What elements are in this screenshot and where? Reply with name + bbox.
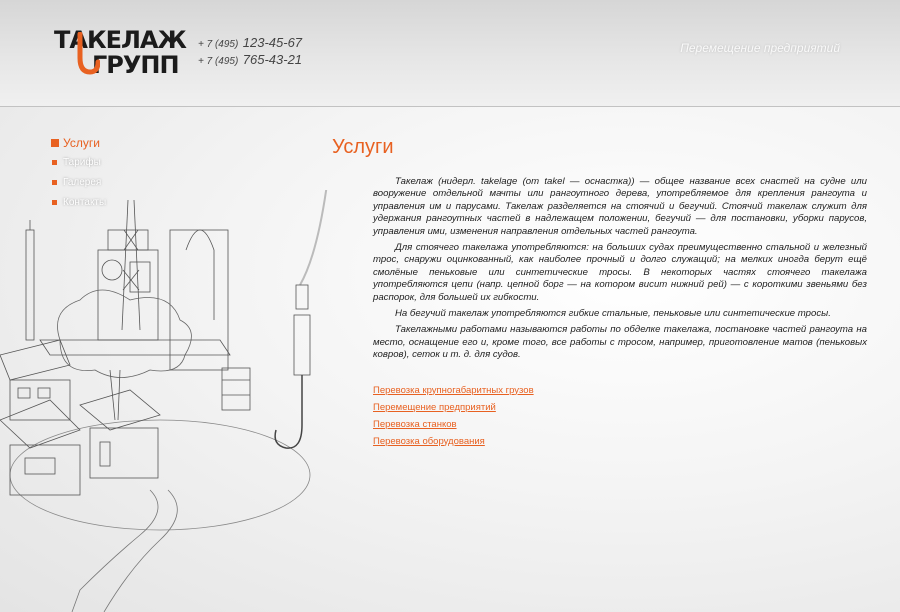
paragraph: Такелажными работами называются работы по обделке такелажа, постановке частей рангоута на место, оснащение его и, кроме того, все работы с тросом, например, приготовление матов (пеньковых ковров), сеток и т. д. для судов. bbox=[373, 324, 867, 361]
bullet-icon bbox=[51, 139, 59, 147]
nav-item-label: Услуги bbox=[63, 136, 100, 150]
phone-number: 765-43-21 bbox=[242, 52, 303, 67]
main-content bbox=[332, 134, 867, 450]
logo-line2: ГРУПП bbox=[92, 51, 179, 79]
nav-item-services[interactable] bbox=[51, 136, 106, 156]
phone-code: + 7 (495) bbox=[198, 56, 239, 67]
phone-number: 123-45-67 bbox=[242, 35, 303, 50]
related-links bbox=[373, 382, 867, 450]
page-title: Услуги bbox=[332, 136, 394, 158]
phone-code: + 7 (495) bbox=[198, 39, 239, 50]
phone-2 bbox=[198, 51, 302, 68]
bullet-icon bbox=[52, 180, 57, 185]
phone-list bbox=[198, 34, 302, 68]
link-equipment-transport[interactable]: Перевозка оборудования bbox=[373, 435, 485, 447]
header bbox=[0, 0, 900, 107]
hook-icon bbox=[70, 32, 100, 78]
link-oversize-cargo[interactable]: Перевозка крупногабаритных грузов bbox=[373, 384, 534, 396]
paragraph: Такелаж (нидерл. takelage (от takel — оснастка)) — общее название всех снастей на судне или вооружение отдельной мачты или рангоутного дерева, употребляемое для крепления рангоута и управления им и парусами. Такелаж разделяется на стоячий и бегучий. Стоячий такелаж служит для удержания рангоутных частей в надлежащем положении, бегучий — для постановки, уборки парусов, управления ими, изменения направления отдельных частей рангоута. bbox=[373, 176, 867, 237]
link-enterprise-relocation[interactable]: Перемещение предприятий bbox=[373, 401, 496, 413]
nav-item-label: Галерея bbox=[63, 177, 102, 188]
phone-1 bbox=[198, 34, 302, 51]
nav-item-label: Тарифы bbox=[63, 157, 101, 168]
nav-item-label: Контакты bbox=[63, 197, 107, 208]
bullet-icon bbox=[52, 160, 57, 165]
rigging-illustration bbox=[0, 190, 345, 612]
header-slogan: Перемещение предприятий bbox=[680, 41, 840, 55]
paragraph: На бегучий такелаж употребляются гибкие стальные, пеньковые или синтетические тросы. bbox=[395, 308, 831, 320]
link-machine-transport[interactable]: Перевозка станков bbox=[373, 418, 457, 430]
nav-item-tariffs[interactable] bbox=[51, 156, 106, 176]
logo[interactable] bbox=[54, 26, 186, 80]
logo-line1: ТАКЕЛАЖ bbox=[54, 26, 186, 54]
paragraph: Для стоячего такелажа употребляются: на больших судах преимущественно стальной и железный трос, снаружи оцинкованный, как наиболее прочный и долго служащий; на мелких иногда берут ещё смолёные пеньковые или синтетические тросы. В некоторых частях стоячего такелажа употребляются цепи (напр. цепной борг — на котором висит нижний рей) — с короткими звеньями без распорок, для большей их гибкости. bbox=[373, 242, 867, 303]
